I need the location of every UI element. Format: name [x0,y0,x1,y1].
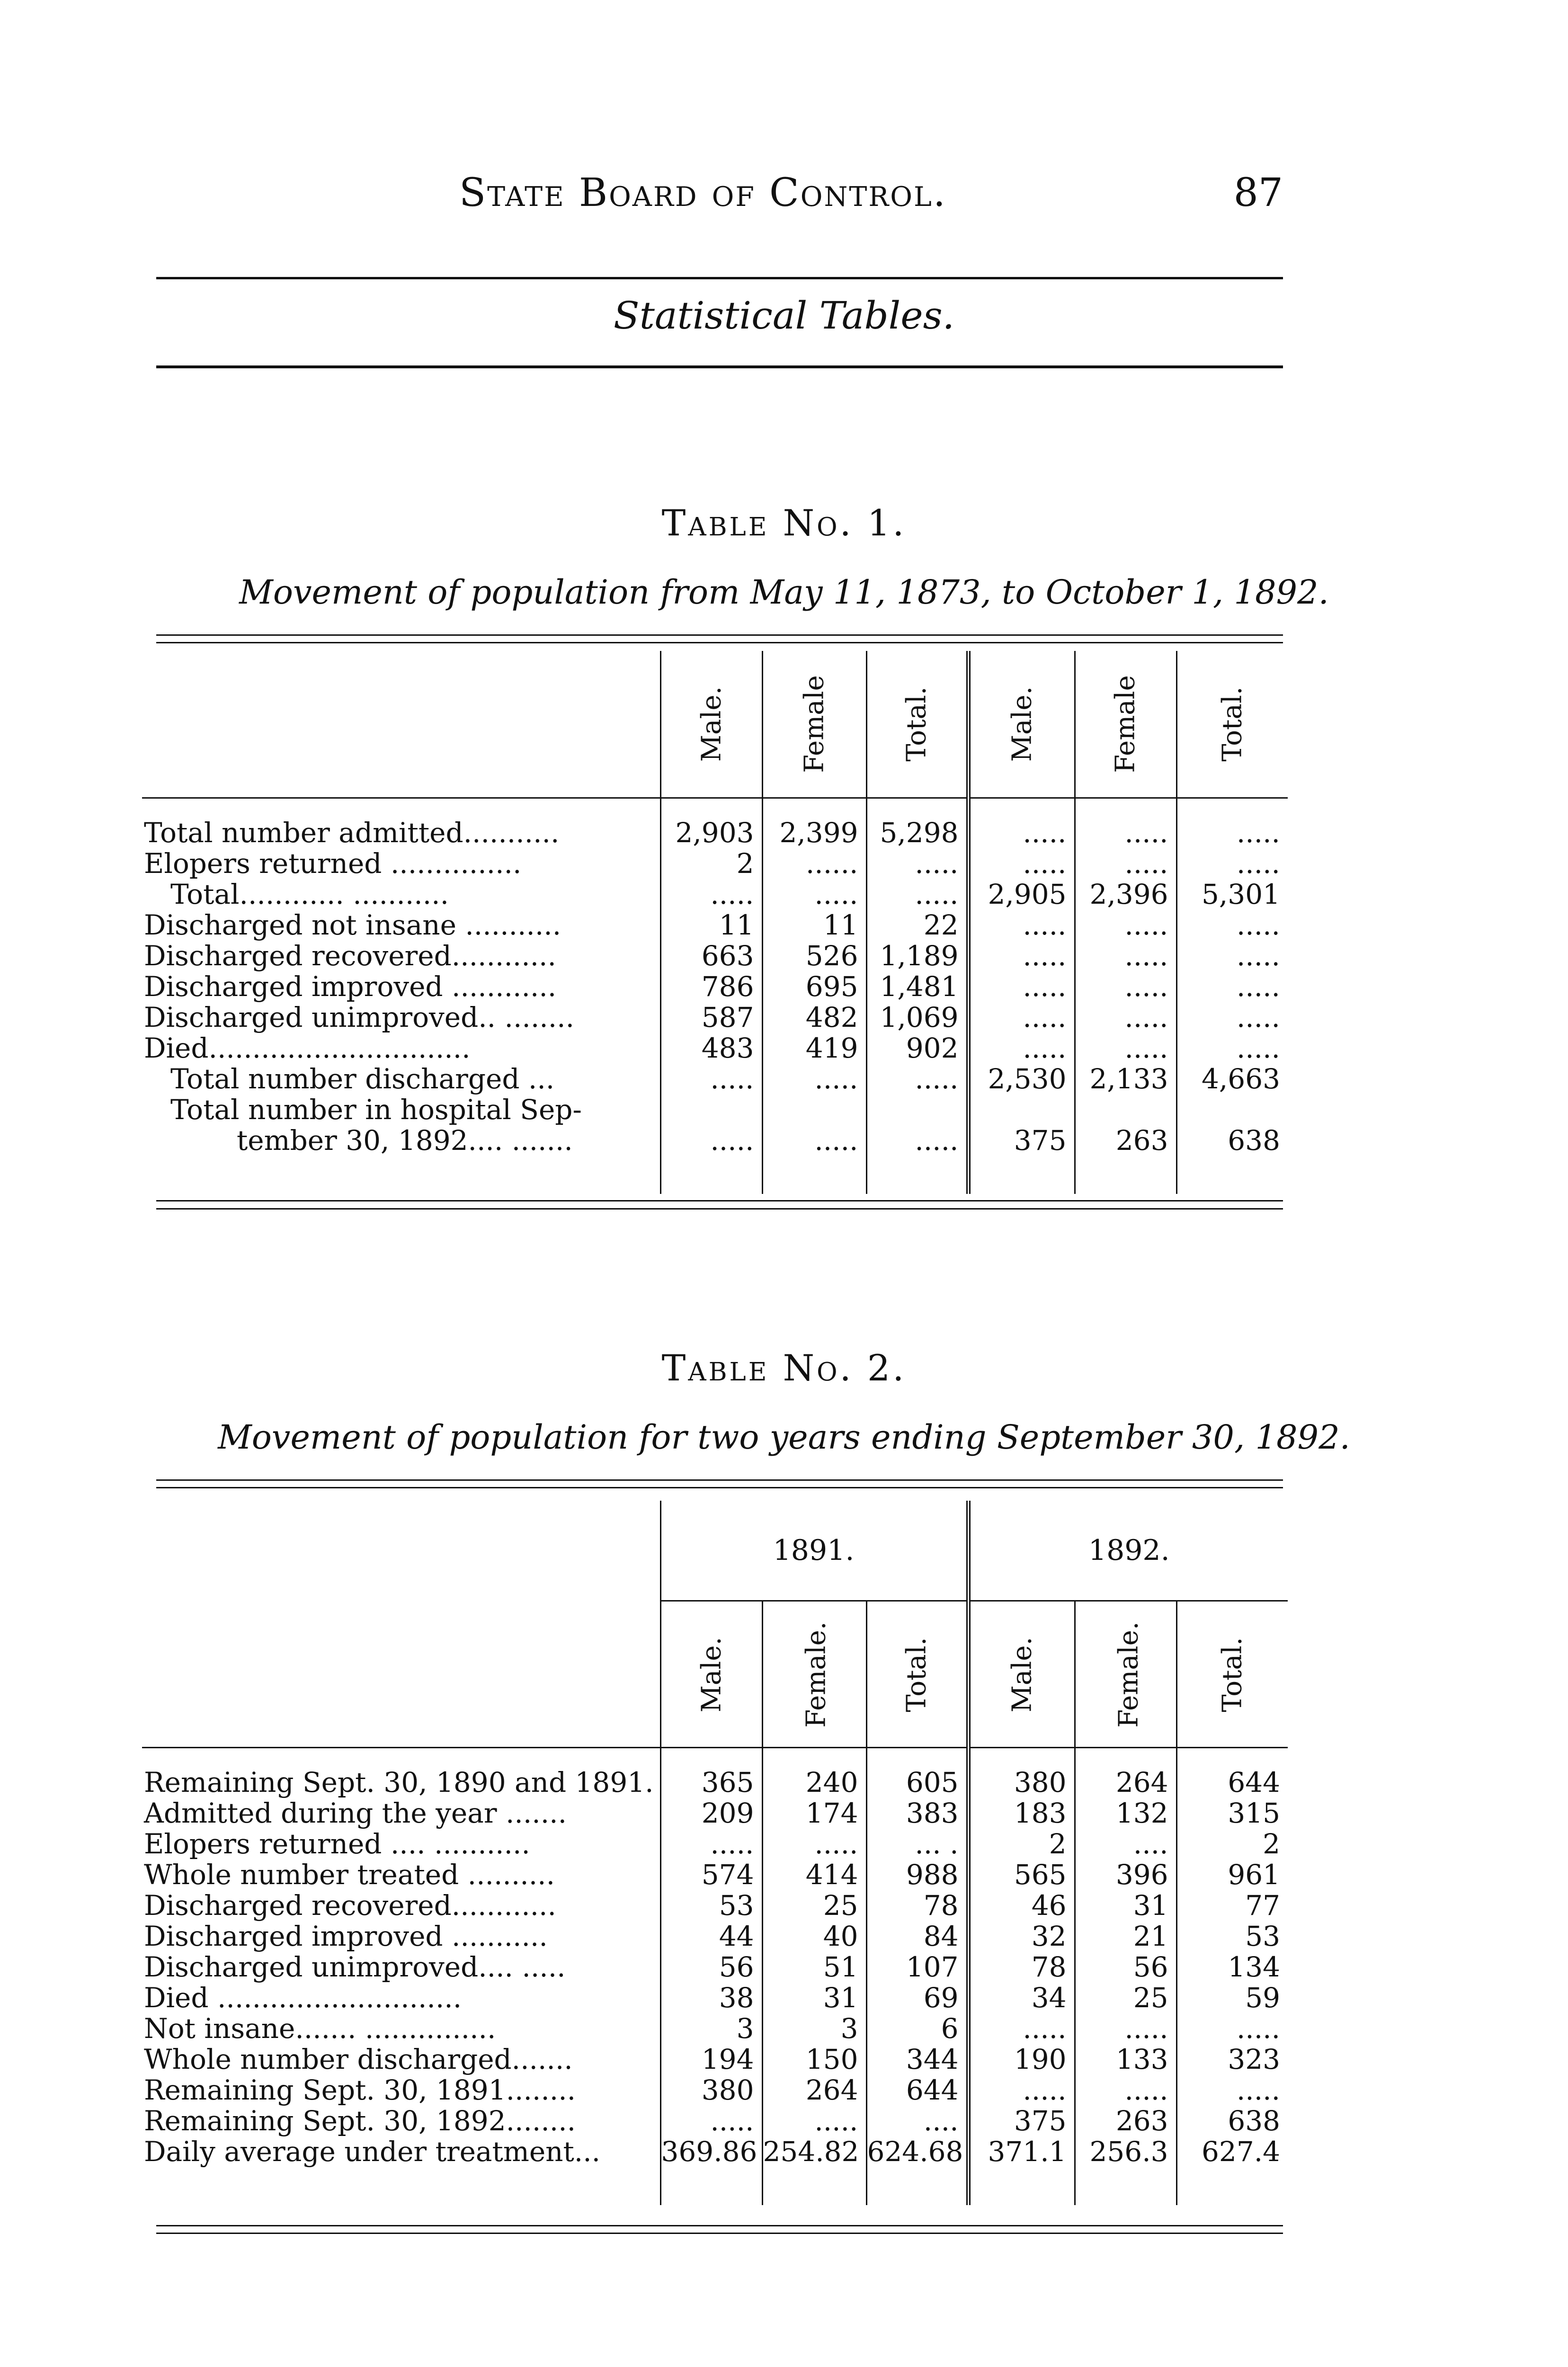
table1-rule-bottom-2 [156,1208,1283,1210]
table2-col-male-2: Male. [968,1601,1075,1748]
table1-rule-top-2 [156,642,1283,643]
table-row: Discharged unimproved.... ..... 56 51 107 78 56 134 [142,1952,1288,1983]
table2-caption: Movement of population for two years ending September 30, 1892. [218,1418,1350,1457]
table-row: Total number in hospital Sep- [142,1095,1288,1125]
table1-rule-top-1 [156,634,1283,636]
table-row: Died ............................ 38 31 69 34 25 59 [142,1983,1288,2013]
table1-col-total-2: Total. [1176,651,1288,798]
table1-col-female-2: Female [1075,651,1176,798]
table2-stub-header [142,1501,660,1748]
table-row: Elopers returned .... ........... ..... ..... ... . 2 .... 2 [142,1829,1288,1860]
table1 [142,651,1288,1194]
table1-rule-bottom-1 [156,1200,1283,1201]
table-row: Remaining Sept. 30, 1891........ 380 264 644 ..... ..... ..... [142,2075,1288,2106]
table-row: Total............ ........... ..... ..... ..... 2,905 2,396 5,301 [142,879,1288,910]
table-row: Discharged recovered............ 53 25 78 46 31 77 [142,1890,1288,1921]
table1-col-total-1: Total. [866,651,968,798]
table2 [142,1501,1288,2205]
table-row: Total number discharged ... ..... ..... ..... 2,530 2,133 4,663 [142,1064,1288,1095]
table1-caption: Movement of population from May 11, 1873, to October 1, 1892. [239,573,1329,612]
table-row: Discharged unimproved.. ........ 587 482 1,069 ..... ..... ..... [142,1002,1288,1033]
table2-col-total-1: Total. [866,1601,968,1748]
page-number: 87 [1233,170,1283,215]
table1-header-row [142,651,1288,798]
table-row: Discharged improved ............ 786 695 1,481 ..... ..... ..... [142,971,1288,1002]
table2-year-1891: 1891. [660,1501,968,1601]
table2-col-female-1: Female. [762,1601,866,1748]
table2-col-male-1: Male. [660,1601,762,1748]
table-row: Total number admitted........... 2,903 2,399 5,298 ..... ..... ..... [142,818,1288,848]
section-title: Statistical Tables. [613,294,955,338]
table2-rule-bottom-2 [156,2233,1283,2234]
table-row: Discharged improved ........... 44 40 84 32 21 53 [142,1921,1288,1952]
table-row: Remaining Sept. 30, 1890 and 1891. 365 240 605 380 264 644 [142,1767,1288,1798]
table2-col-female-2: Female. [1075,1601,1176,1748]
table1-col-male-2: Male. [968,651,1075,798]
table2-year-1892: 1892. [968,1501,1288,1601]
table-row: Died.............................. 483 419 902 ..... ..... ..... [142,1033,1288,1064]
table-row: Remaining Sept. 30, 1892........ ..... ..... .... 375 263 638 [142,2106,1288,2136]
table-row: tember 30, 1892.... ....... ..... ..... ..... 375 263 638 [142,1125,1288,1156]
table1-stub-header [142,651,660,798]
header-rule-top [156,277,1283,279]
table-row: Not insane....... ............... 3 3 6 ..... ..... ..... [142,2013,1288,2044]
table2-rule-top-2 [156,1487,1283,1488]
table2-rule-top-1 [156,1479,1283,1481]
table-row: Elopers returned ............... 2 ...... ..... ..... ..... ..... [142,848,1288,879]
table-row: Discharged not insane ........... 11 11 22 ..... ..... ..... [142,910,1288,941]
table-row: Daily average under treatment... 369.86 254.82 624.68 371.1 256.3 627.4 [142,2136,1288,2167]
table-row: Whole number discharged....... 194 150 344 190 133 323 [142,2044,1288,2075]
table2-col-total-2: Total. [1176,1601,1288,1748]
running-title: State Board of Control. [459,170,947,215]
table-row: Admitted during the year ....... 209 174 383 183 132 315 [142,1798,1288,1829]
table2-rule-bottom-1 [156,2225,1283,2226]
table1-title: Table No. 1. [661,502,907,544]
table-row: Whole number treated .......... 574 414 988 565 396 961 [142,1860,1288,1890]
table2-title: Table No. 2. [661,1347,907,1389]
table-row: Discharged recovered............ 663 526 1,189 ..... ..... ..... [142,941,1288,971]
header-rule-bottom [156,365,1283,368]
running-head [147,170,1283,227]
table1-col-female-1: Female [762,651,866,798]
table1-col-male-1: Male. [660,651,762,798]
table2-year-row [142,1501,1288,1601]
